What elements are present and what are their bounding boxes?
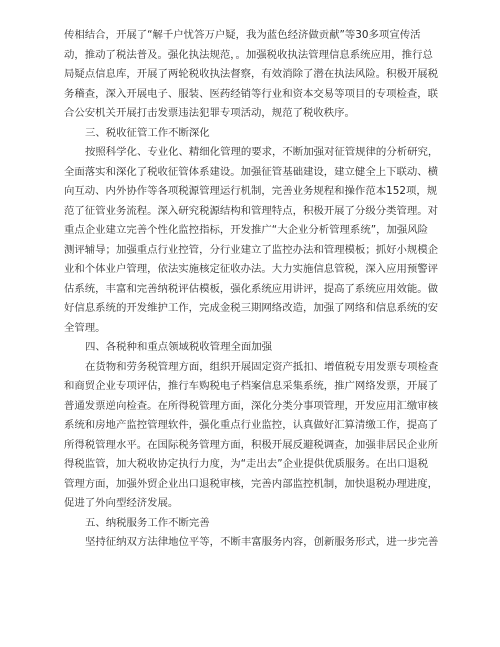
heading-text: 三、税收征管工作不断深化 xyxy=(85,126,210,139)
text-line: 全管理。 xyxy=(64,321,106,334)
text-line: 和商贸企业专项评估，推行车购税电子档案信息采集系统，推广网络发票，开展了 xyxy=(64,380,439,392)
paragraph xyxy=(64,533,462,553)
heading-text: 五、纳税服务工作不断完善 xyxy=(85,516,210,529)
text-line: 务稽查，深入开展电子、服装、医药经销等行业和资本交易等项目的专项检查，联 xyxy=(64,87,439,100)
text-line: 全面落实和深化了税收征管体系建设。加强征管基础建设，建立健全上下联动、横 xyxy=(64,165,439,178)
text-line: 坚持征纳双方法律地位平等，不断丰富服务内容，创新服务形式，进一步完善 xyxy=(85,536,439,548)
section-heading xyxy=(64,124,462,144)
text-line: 管理方面，加强外贸企业出口退税审核，完善内部监控机制，加快退税办理进度， xyxy=(64,477,439,490)
section-heading xyxy=(64,338,462,358)
text-line: 局疑点信息库，开展了两轮税收执法督察，有效消除了潜在执法风险。积极开展税 xyxy=(64,68,439,80)
text-line: 业和个体业户管理，依法实施核定征收办法。大力实施信息管税，深入应用预警评 xyxy=(64,263,439,275)
text-line: 普通发票逆向检查。在所得税管理方面，深化分类分事项管理，开发应用汇缴审核 xyxy=(64,399,439,412)
text-line: 估系统，丰富和完善纳税评估模板，强化系统应用讲评，提高了系统应用效能。做 xyxy=(64,282,439,295)
paragraph xyxy=(64,358,462,514)
text-line: 促进了外向型经济发展。 xyxy=(64,497,179,509)
text-line: 向互动、内外协作等各项税源管理运行机制，完善业务规程和操作范本152项，规 xyxy=(64,185,438,197)
text-line: 按照科学化、专业化、精细化管理的要求，不断加强对征管规律的分析研究， xyxy=(85,146,439,158)
text-line: 重点企业建立完善个性化监控指标，开发推广“大企业分析管理系统”，加强风险 xyxy=(64,224,429,236)
text-line: 在货物和劳务税管理方面，组织开展固定资产抵扣、增值税专用发票专项检查 xyxy=(85,360,439,373)
paragraph xyxy=(64,26,462,124)
text-line: 所得税管理水平。在国际税务管理方面，积极开展反避税调查，加强非居民企业所 xyxy=(64,438,439,451)
text-line: 动，推动了税法普及。强化执法规范，。加强税收执法管理信息系统应用，推行总 xyxy=(64,48,433,61)
paragraph xyxy=(64,143,462,338)
text-line: 系统和房地产监控管理软件，强化重点行业监控，认真做好汇算清缴工作，提高了 xyxy=(64,419,439,431)
text-line: 传相结合，开展了“解千户忧答万户疑，我为蓝色经济做贡献”等30多项宣传活 xyxy=(64,29,421,41)
section-heading xyxy=(64,514,462,534)
text-line: 范了征管业务流程。深入研究税源结构和管理特点，积极开展了分级分类管理。对 xyxy=(64,204,439,217)
text-line: 测评辅导；加强重点行业控管，分行业建立了监控办法和管理模板；抓好小规模企 xyxy=(64,243,439,256)
text-line: 合公安机关开展打击发票违法犯罪专项活动，规范了税收秩序。 xyxy=(64,107,355,119)
text-line: 得税监管，加大税收协定执行力度，为“走出去”企业提供优质服务。在出口退税 xyxy=(64,458,429,470)
heading-text: 四、各税种和重点领域税收管理全面加强 xyxy=(85,341,273,353)
text-line: 好信息系统的开发维护工作，完成金税三期网络改造，加强了网络和信息系统的安 xyxy=(64,302,439,314)
